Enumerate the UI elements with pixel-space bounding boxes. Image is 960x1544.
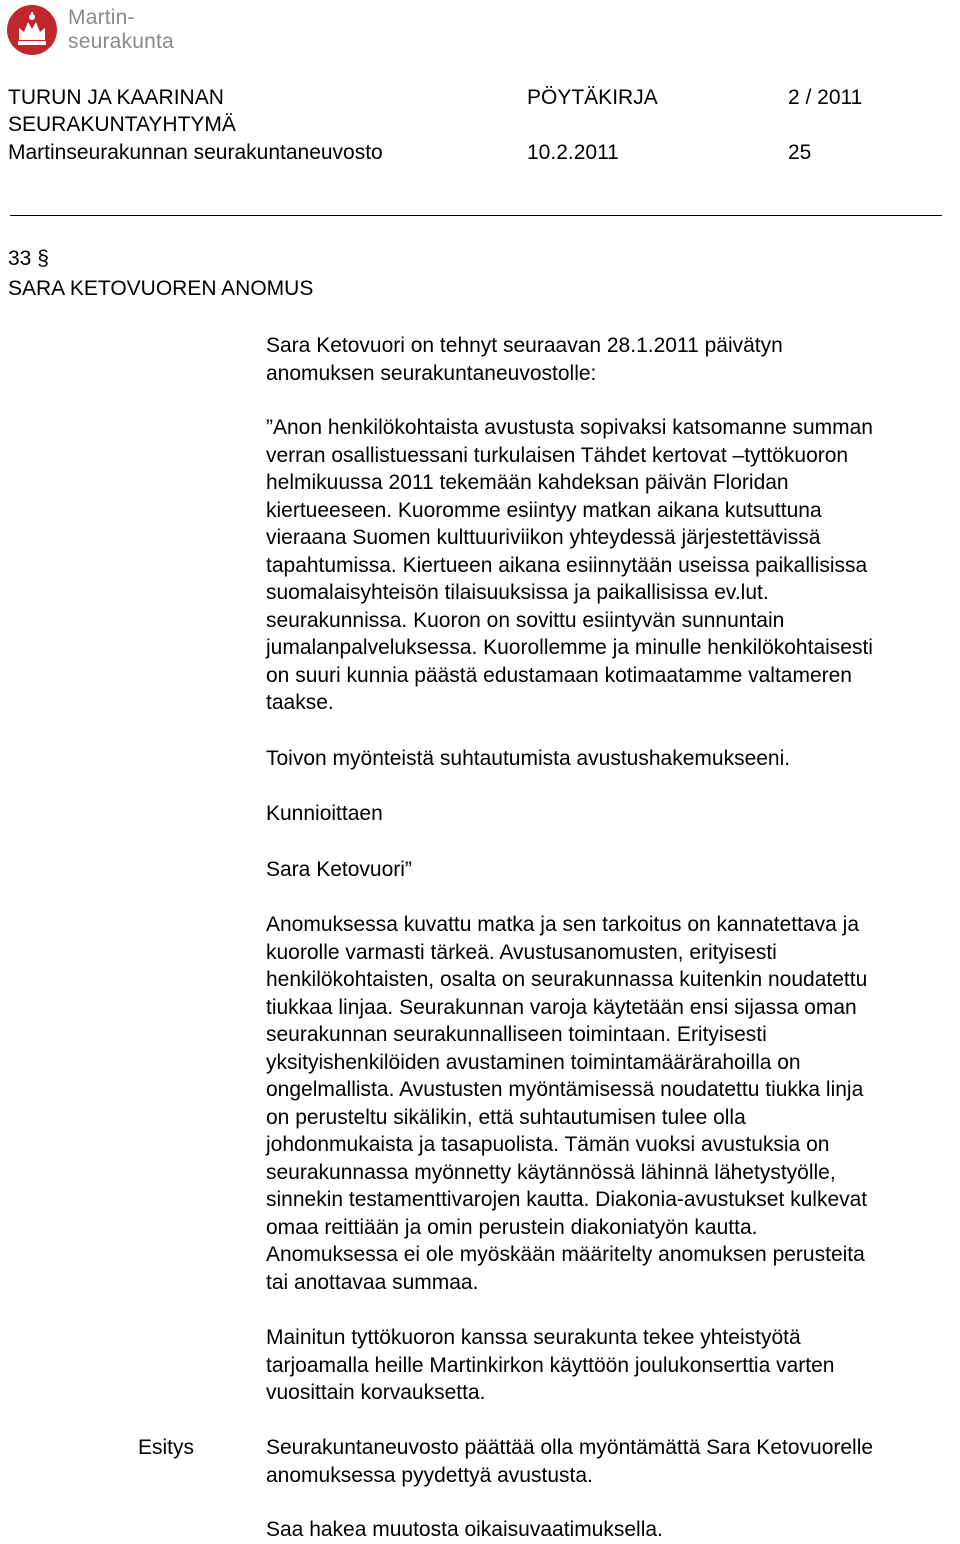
header-doc-number: 2 / 2011 (788, 86, 863, 109)
proposal-text: Seurakuntaneuvosto päättää olla myöntämättä Sara Ketovuorelle anomuksessa pyydettyä avustusta. (266, 1436, 874, 1487)
section-symbol: § (37, 247, 49, 270)
cooperation-paragraph: Mainitun tyttökuoron kanssa seurakunta tekee yhteistyötä tarjoamalla heille Martinkirkon käyttöön joulukonserttia varten vuosittain korvauksetta. (266, 1326, 835, 1404)
appeal-note: Saa hakea muutosta oikaisuvaatimuksella. (266, 1518, 663, 1541)
quoted-application: ”Anon henkilökohtaista avustusta sopivaksi katsomanne summan verran osallistuessani turkulaisen Tähdet kertovat –tyttökuoron helmikuussa 2011 tekemään kahdeksan päivän Floridan kiertueeseen. Kuoromme esiintyy matkan aikana kutsuttuna vieraana Suomen kulttuuriviikon yhteydessä järjestettävissä tapahtumissa. Kiertueen aikana esiinnytään useissa paikallisissa suomalaisyhteisön tilaisuuksissa ja paikallisissa ev.lut. seurakunnissa. Kuoron on sovittu esiintyvän sunnuntain jumalanpalveluksessa. Kuorollemme ja minulle henkilökohtaisesti on suuri kunnia päästä edustamaan kotimaatamme valtameren taakse. (266, 416, 873, 714)
intro-paragraph: Sara Ketovuori on tehnyt seuraavan 28.1.2011 päivätyn anomuksen seurakuntaneuvostolle: (266, 334, 783, 385)
logo-wordmark (68, 6, 174, 54)
logo-line-1: Martin- (68, 6, 135, 29)
header-body: Martinseurakunnan seurakuntaneuvosto (8, 141, 383, 164)
header-doc-type: PÖYTÄKIRJA (527, 86, 658, 109)
closing-regards: Kunnioittaen (266, 802, 383, 825)
header-date: 10.2.2011 (527, 141, 619, 164)
proposal-label: Esitys (138, 1436, 195, 1459)
section-heading (8, 244, 313, 304)
hope-line: Toivon myönteistä suhtautumista avustushakemukseeni. (266, 747, 791, 770)
header-org-line-2: SEURAKUNTAYHTYMÄ (8, 113, 236, 136)
header-org-line-1: TURUN JA KAARINAN (8, 86, 224, 109)
header-page-number: 25 (788, 141, 812, 164)
church-crown-icon (6, 4, 58, 56)
organization-logo (6, 4, 196, 56)
section-title: SARA KETOVUOREN ANOMUS (8, 277, 314, 300)
applicant-signature: Sara Ketovuori” (266, 858, 412, 881)
logo-line-2: seurakunta (68, 30, 174, 53)
section-number: 33 (8, 247, 32, 270)
header-divider (10, 215, 942, 216)
assessment-paragraph: Anomuksessa kuvattu matka ja sen tarkoitus on kannatettava ja kuorolle varmasti tärkeä. Avustusanomusten, erityisesti henkilökohtaisten, osalta on seurakunnassa kuitenkin noudatettu tiukkaa linjaa. Seurakunnan varoja käytetään ensi sijassa oman seurakunnan seurakunnalliseen toimintaan. Erityisesti yksityishenkilöiden avustaminen toimintamäärärahoilla on ongelmallista. Avustusten myöntämisessä noudatettu tiukka linja on perusteltu sikälikin, että suhtautumisen tulee olla johdonmukaista ja tasapuolista. Tämän vuoksi avustuksia on seurakunnassa myönnetty käytännössä lähinnä lähetystyölle, sinnekin testamenttivarojen kautta. Diakonia-avustukset kulkevat omaa reittiään ja omin perustein diakoniatyön kautta. Anomuksessa ei ole myöskään määritelty anomuksen perusteita tai anottavaa summaa. (266, 913, 868, 1294)
